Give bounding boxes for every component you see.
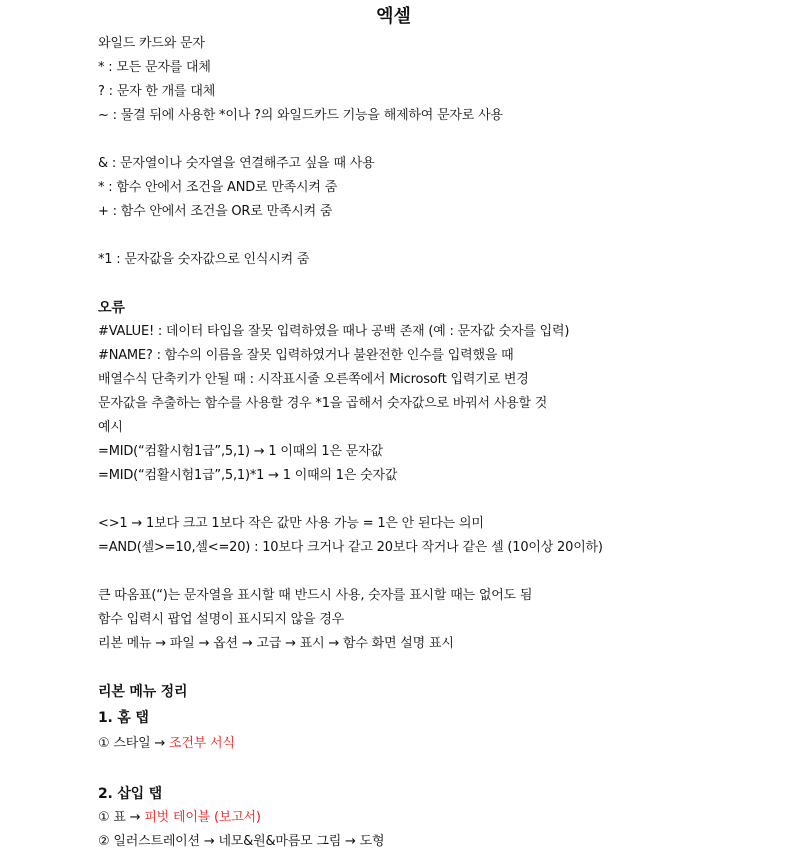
text-line: <>1 → 1보다 크고 1보다 작은 값만 사용 가능 = 1은 안 된다는 의미 — [98, 516, 484, 531]
text-line: & : 문자열이나 숫자열을 연결해주고 싶을 때 사용 — [98, 156, 375, 171]
text-line: =AND(셀>=10,셀<=20) : 10보다 크거나 같고 20보다 작거나 같은 셀 (10이상 20이하) — [98, 540, 603, 555]
home-tab-item — [98, 735, 235, 753]
highlight-text: 조건부 서식 — [169, 736, 235, 751]
text-line: #VALUE! : 데이터 타입을 잘못 입력하였을 때나 공백 존재 (예 : 문자값 숫자를 입력) — [98, 324, 570, 339]
errors-heading: 오류 — [98, 300, 125, 316]
text-line: * : 함수 안에서 조건을 AND로 만족시켜 줌 — [98, 180, 338, 195]
text-line: + : 함수 안에서 조건을 OR로 만족시켜 줌 — [98, 204, 333, 219]
text-line: ? : 문자 한 개를 대체 — [98, 84, 216, 99]
highlight-text: 피벗 테이블 (보고서) — [144, 810, 261, 825]
text-line: =MID(“컴활시험1급”,5,1)*1 → 1 이때의 1은 숫자값 — [98, 468, 398, 483]
ribbon-heading: 리본 메뉴 정리 — [98, 684, 188, 700]
text-line: ~ : 물결 뒤에 사용한 *이나 ?의 와일드카드 기능을 해제하여 문자로 사용 — [98, 108, 503, 123]
text-line: #NAME? : 함수의 이름을 잘못 입력하였거나 불완전한 인수를 입력했을 때 — [98, 348, 514, 363]
text-line: *1 : 문자값을 숫자값으로 인식시켜 줌 — [98, 252, 310, 267]
insert-tab-heading: 2. 삽입 탭 — [98, 786, 162, 802]
text-line: * : 모든 문자를 대체 — [98, 60, 211, 75]
text-line: 예시 — [98, 420, 123, 435]
text-line: 리본 메뉴 → 파일 → 옵션 → 고급 → 표시 → 함수 화면 설명 표시 — [98, 636, 454, 651]
wildcard-heading: 와일드 카드와 문자 — [98, 36, 205, 51]
text-line: =MID(“컴활시험1급”,5,1) → 1 이때의 1은 문자값 — [98, 444, 383, 459]
item-text: ① 스타일 → — [98, 736, 170, 751]
home-tab-heading: 1. 홈 탭 — [98, 710, 149, 726]
text-line: 배열수식 단축키가 안될 때 : 시작표시줄 오른쪽에서 Microsoft 입력기로 변경 — [98, 372, 529, 387]
item-text: ① 표 → — [98, 810, 145, 825]
text-line: 큰 따옴표(“)는 문자열을 표시할 때 반드시 사용, 숫자를 표시할 때는 없어도 됨 — [98, 588, 533, 603]
text-line: 함수 입력시 팝업 설명이 표시되지 않을 경우 — [98, 612, 345, 627]
text-line: 문자값을 추출하는 함수를 사용할 경우 *1을 곱해서 숫자값으로 바꿔서 사용할 것 — [98, 396, 548, 411]
document-title: 엑셀 — [376, 6, 411, 27]
insert-tab-item: ② 일러스트레이션 → 네모&원&마름모 그림 → 도형 — [98, 834, 385, 849]
insert-tab-item — [98, 809, 261, 827]
